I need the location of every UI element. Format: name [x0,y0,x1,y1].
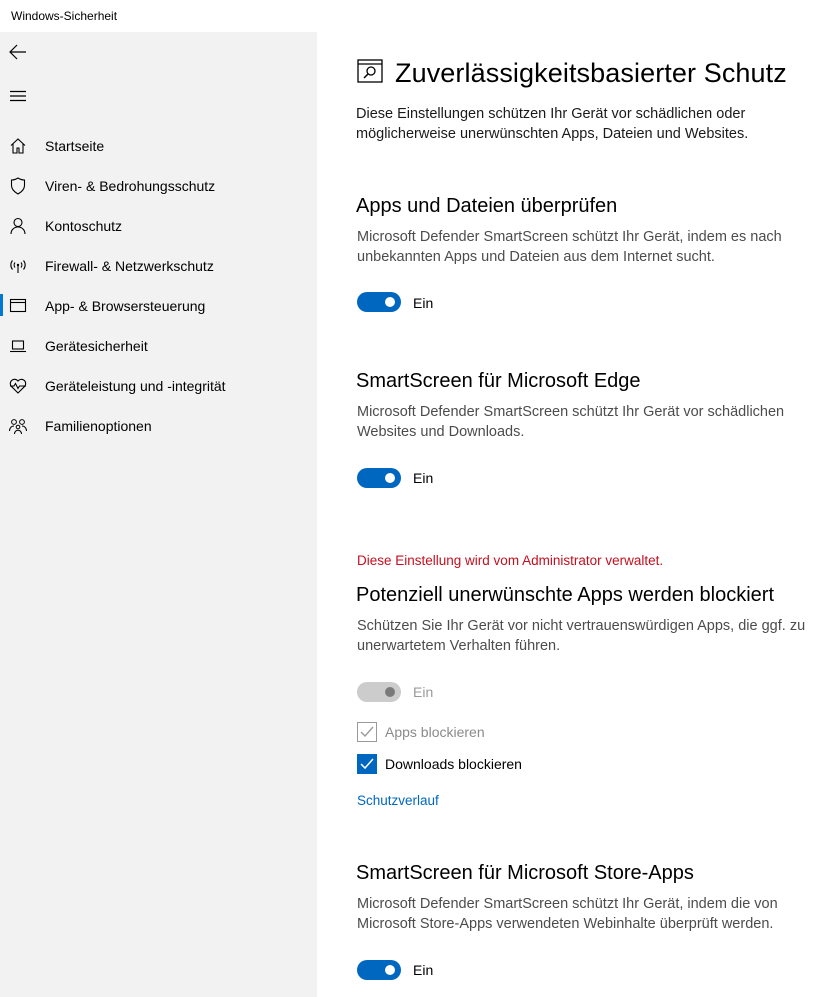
section-description-apps-files: Microsoft Defender SmartScreen schützt Ihr Gerät, indem es nach unbekannten Apps und Dateien aus dem Internet sucht. [357,229,782,265]
laptop-icon [8,336,28,356]
checkmark-icon [357,754,377,774]
section-description-pua: Schützen Sie Ihr Gerät vor nicht vertrauenswürdigen Apps, die ggf. zu unerwartetem Verhalten führen. [357,618,806,654]
sidebar-item-viren[interactable] [0,165,317,205]
checkmark-icon [358,723,376,741]
heart-pulse-icon [8,376,28,396]
sidebar-item-label: Viren- & Bedrohungsschutz [45,178,216,194]
sidebar-item-label: App- & Browsersteuerung [45,298,206,314]
section-title-apps-files: Apps und Dateien überprüfen [356,195,618,217]
sidebar-item-label: Geräteleistung und -integrität [45,378,226,394]
sidebar-item-app-browser[interactable] [0,285,317,325]
page-title: Zuverlässigkeitsbasierter Schutz [395,58,787,88]
home-icon [8,136,28,156]
protection-history-link[interactable]: Schutzverlauf [357,793,439,808]
block-apps-label: Apps blockieren [385,724,485,740]
selection-indicator [0,294,3,316]
title-bar [0,0,822,32]
sidebar-item-label: Kontoschutz [45,218,123,234]
sidebar-item-label: Familienoptionen [45,418,152,434]
window-title: Windows-Sicherheit [11,9,118,23]
sidebar-item-kontoschutz[interactable] [0,205,317,245]
person-icon [8,216,28,236]
page-description: Diese Einstellungen schützen Ihr Gerät vor schädlichen oder möglicherweise unerwünschten Apps, Dateien und Websites. [356,106,749,142]
pua-toggle-label: Ein [413,684,434,700]
sidebar-item-label: Firewall- & Netzwerkschutz [45,258,214,274]
hamburger-icon [10,90,26,102]
sidebar-item-label: Gerätesicherheit [45,338,148,354]
apps-files-toggle-label: Ein [413,295,434,311]
block-downloads-label: Downloads blockieren [385,756,522,772]
section-title-pua: Potenziell unerwünschte Apps werden blockiert [356,584,775,606]
sidebar-item-geraeteleistung[interactable] [0,365,317,405]
sidebar-item-startseite[interactable] [0,125,317,165]
sidebar-item-firewall[interactable] [0,245,317,285]
edge-toggle[interactable] [357,468,401,488]
edge-toggle-label: Ein [413,470,434,486]
section-description-edge: Microsoft Defender SmartScreen schützt Ihr Gerät vor schädlichen Websites und Downloads. [357,404,785,440]
reputation-protection-icon [357,59,383,83]
toggle-knob [385,297,395,307]
pua-toggle[interactable] [357,682,401,702]
family-icon [8,416,28,436]
toggle-knob [385,687,395,697]
section-title-store: SmartScreen für Microsoft Store-Apps [356,862,694,884]
store-toggle[interactable] [357,960,401,980]
back-button[interactable] [0,34,36,70]
toggle-knob [385,473,395,483]
back-arrow-icon [9,44,27,60]
toggle-knob [385,965,395,975]
antenna-icon [8,256,28,276]
block-apps-checkbox[interactable] [357,722,377,742]
sidebar-item-label: Startseite [45,138,105,154]
sidebar-item-familienoptionen[interactable] [0,405,317,445]
sidebar [0,32,317,997]
admin-managed-warning: Diese Einstellung wird vom Administrator verwaltet. [357,553,664,568]
sidebar-item-geraetesicherheit[interactable] [0,325,317,365]
menu-button[interactable] [0,78,36,114]
browser-window-icon [8,296,28,316]
shield-icon [8,176,28,196]
store-toggle-label: Ein [413,962,434,978]
block-downloads-checkbox[interactable] [357,754,377,774]
main-content [317,32,822,997]
section-description-store: Microsoft Defender SmartScreen schützt Ihr Gerät, indem die von Microsoft Store-Apps verwendeten Webinhalte überprüft werden. [357,896,778,932]
section-title-edge: SmartScreen für Microsoft Edge [356,370,641,392]
apps-files-toggle[interactable] [357,292,401,312]
